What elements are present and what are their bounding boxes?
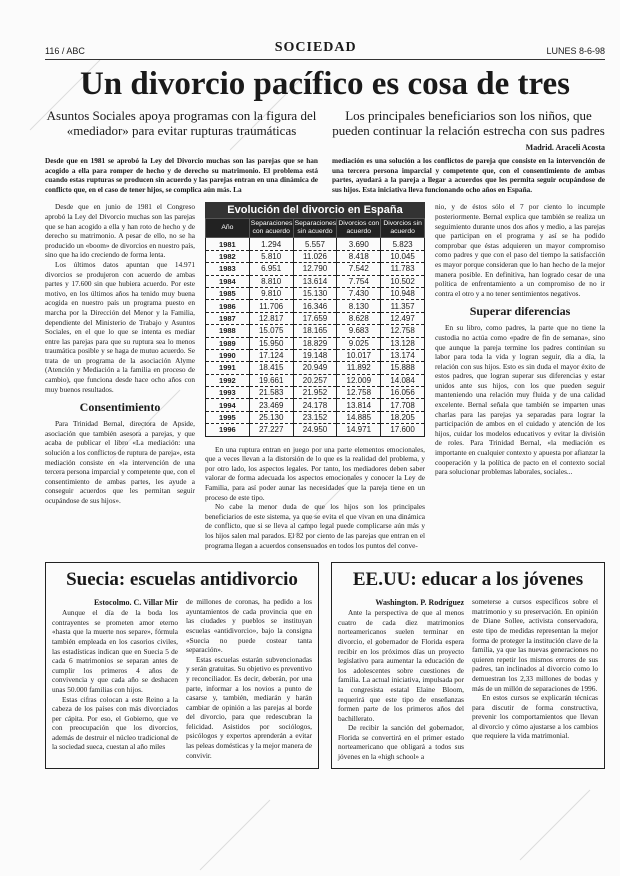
usa-headline: EE.UU: educar a los jóvenes [352, 569, 584, 591]
subhead-right: Los principales beneficiarios son los niños, que pueden continuar la relación estrecha con sus padres [332, 108, 605, 138]
year-cell: 1981 [206, 238, 250, 250]
value-cell: 5.823 [381, 238, 425, 250]
paragraph: Desde que en junio de 1981 el Congreso aprobó la Ley del Divorcio muchas son las parejas que se han acogido a ella y han roto de hecho y de derecho su matrimonio. A pesar de ello, no se ha producido un «boom» de divorcios en nuestro país, sino que ha ido creciendo de forma lenta. [45, 202, 195, 260]
value-cell: 21.583 [249, 387, 293, 399]
year-cell: 1993 [206, 387, 250, 399]
value-cell: 17.708 [381, 399, 425, 411]
table-row [206, 387, 425, 399]
year-cell: 1989 [206, 337, 250, 349]
sidebar-articles [45, 562, 605, 769]
paragraph: nio, y de éstos sólo el 7 por ciento lo incumple posteriormente. Bernal explica que también se realiza un seguimiento durante unos dos años y medio, a las parejas que participan en el programa y así se ha podido comprobar que éstas adquieren un mayor compromiso como padres y que con el paso del tiempo la satisfacción es mayor porque consideran que lo han hecho de la mejor manera posible. En definitiva, han logrado cesar de una política de enfrentamiento a un compromiso de no ir contra el otro y a no tener sentimientos negativos. [435, 202, 605, 298]
table-row [206, 263, 425, 275]
value-cell: 13.128 [381, 337, 425, 349]
value-cell: 9.810 [249, 287, 293, 299]
value-cell: 18.205 [381, 411, 425, 423]
paragraph: En estos cursos se explicarán técnicas para discutir de forma constructiva, prevenir los comportamientos que llevan al divorcio y cómo ajustarse a los cambios que requiere la vida matrimonial. [472, 693, 598, 741]
value-cell: 18.829 [293, 337, 337, 349]
usa-article [331, 562, 605, 769]
value-cell: 20.949 [293, 362, 337, 374]
value-cell: 14.885 [337, 411, 381, 423]
table-row [206, 399, 425, 411]
value-cell: 8.418 [337, 250, 381, 262]
column-header: Año [206, 219, 250, 238]
column-1 [45, 202, 195, 550]
year-cell: 1994 [206, 399, 250, 411]
sweden-headline: Suecia: escuelas antidivorcio [66, 569, 298, 591]
value-cell: 25.130 [249, 411, 293, 423]
table-row [206, 325, 425, 337]
value-cell: 19.148 [293, 349, 337, 361]
value-cell: 15.075 [249, 325, 293, 337]
value-cell: 12.758 [381, 325, 425, 337]
sweden-article [45, 562, 319, 769]
column-3 [435, 202, 605, 550]
value-cell: 15.888 [381, 362, 425, 374]
byline: Madrid. Araceli Acosta [525, 143, 605, 152]
paragraph: No cabe la menor duda de que los hijos son los principales beneficiarios de este sistema, ya que se evita el que vivan en una dinámica de conflicto, que si se lleva al campo legal puede complicarse aún más y los hijos salen mal parados. El 82 por ciento de las parejas que entran en el programa llegan a acuerdos consensuados en todos los puntos del conve- [205, 502, 425, 550]
value-cell: 11.783 [381, 263, 425, 275]
sweden-byline: Estocolmo. C. Villar Mir [93, 598, 178, 608]
value-cell: 8.628 [337, 312, 381, 324]
column-2-text [205, 445, 425, 551]
column-header: Divorcios sin acuerdo [381, 219, 425, 238]
table-row [206, 424, 425, 436]
issue-date: LUNES 8-6-98 [546, 46, 605, 56]
year-cell: 1996 [206, 424, 250, 436]
value-cell: 10.017 [337, 349, 381, 361]
table-row [206, 362, 425, 374]
table-row [206, 275, 425, 287]
paragraph: De recibir la sanción del gobernador, Florida se convertirá en el primer estado norteamericano que obligará a todos sus jóvenes en la «high school» a [338, 723, 464, 762]
value-cell: 24.178 [293, 399, 337, 411]
divorce-table [205, 202, 425, 436]
value-cell: 15.950 [249, 337, 293, 349]
column-2 [205, 202, 425, 550]
usa-byline: Washington. P. Rodríguez [375, 598, 464, 608]
value-cell: 12.817 [249, 312, 293, 324]
year-cell: 1984 [206, 275, 250, 287]
table-row [206, 250, 425, 262]
paragraph: someterse a cursos específicos sobre el matrimonio y su preservación. En opinión de Diane Sollee, activista conservadora, este tipo de medidas representan la mejor forma de proteger la institución clave de la familia, ya que las nuevas generaciones no quieren repetir los mismos errores de sus padres, tan inclinados al divorcio como lo demuestran los 2,33 millones de bodas y más de un millón de separaciones de 1996. [472, 597, 598, 693]
paragraph: de millones de coronas, ha pedido a los ayuntamientos de cada provincia que en las ciudades y pueblos se instituyan escuelas «antidivorcio», bajo la consigna «Suecia no puede costear tanta separación». [186, 597, 312, 655]
paragraph: En su libro, como padres, la parte que no tiene la custodia no actúa como «padre de fin de semana», sino que aunque la pareja termine los padres continúan su labor para toda la vida y logran seguir, día a día, la relación con sus hijos. Esto es sin duda el mayor éxito de estos padres, que logran superar sus diferencias y estar unidos ante sus hijos, con los que pueden seguir manteniendo una relación muy fluida y de una calidad excelente. Bernal señala que también se imparten unas charlas para las parejas ya separadas para lograr la participación de ambos en el cuidado y atención de los hijos, cuidar los modelos educativos y evitar la división de roles. Para Trinidad Bernal, «la mediación es importante en cualquier contexto y apuesta por afianzar la cooperación y la política de pacto en el contexto social para solucionar problemas laborales, sociales... [435, 323, 605, 477]
value-cell: 11.706 [249, 300, 293, 312]
value-cell: 23.152 [293, 411, 337, 423]
value-cell: 14.971 [337, 424, 381, 436]
year-cell: 1992 [206, 374, 250, 386]
value-cell: 5.557 [293, 238, 337, 250]
page-folio: 116 / ABC [45, 46, 85, 56]
year-cell: 1983 [206, 263, 250, 275]
subhead-left: Asuntos Sociales apoya programas con la figura del «mediador» para evitar rupturas traumáticas [46, 108, 317, 138]
table-title: Evolución del divorcio en España [205, 202, 425, 218]
value-cell: 11.357 [381, 300, 425, 312]
subheading-consentimiento: Consentimiento [79, 400, 161, 415]
value-cell: 24.950 [293, 424, 337, 436]
value-cell: 19.661 [249, 374, 293, 386]
value-cell: 14.084 [381, 374, 425, 386]
paragraph: Para Trinidad Bernal, directora de Apside, asociación que también asesora a parejas, y que acaba de publicar el libro «La mediación: una solución a los conflictos de ruptura de pareja», esta mediación consiste en «la intervención de una tercera persona imparcial y competente que, con el consentimiento de ambas partes, les ayude a conseguir acuerdos que les permitan seguir ocupándose de sus hijos». [45, 419, 195, 505]
value-cell: 20.257 [293, 374, 337, 386]
data-table [205, 218, 425, 436]
value-cell: 13.174 [381, 349, 425, 361]
value-cell: 17.600 [381, 424, 425, 436]
year-cell: 1982 [206, 250, 250, 262]
value-cell: 5.810 [249, 250, 293, 262]
value-cell: 6.951 [249, 263, 293, 275]
value-cell: 10.045 [381, 250, 425, 262]
year-cell: 1991 [206, 362, 250, 374]
page-header [45, 40, 605, 60]
year-cell: 1995 [206, 411, 250, 423]
table-row [206, 287, 425, 299]
value-cell: 1.294 [249, 238, 293, 250]
table-row [206, 374, 425, 386]
year-cell: 1987 [206, 312, 250, 324]
table-row [206, 411, 425, 423]
year-cell: 1988 [206, 325, 250, 337]
value-cell: 8.130 [337, 300, 381, 312]
value-cell: 12.758 [337, 387, 381, 399]
value-cell: 9.683 [337, 325, 381, 337]
paragraph: Los últimos datos apuntan que 14.971 divorcios se produjeron con acuerdo de ambas partes y 17.600 sin que hubiera acuerdo. Por este motivo, en los últimos años ha tenido muy buena acogida en nuestro país un programa puesto en marcha por la Dirección del Menor y la Familia, dependiente del Ministerio de Trabajo y Asuntos Sociales, en el que lo que se intenta es mediar entre las parejas para que su ruptura sea lo menos traumática posible y se haga de mutuo acuerdo. Se trata de un programa de la asociación Alyme (Atención y Mediación a la familia en proceso de cambio), que funciona desde hace ocho años con muy buenos resultados. [45, 259, 195, 394]
paragraph: Ante la perspectiva de que al menos cuatro de cada diez matrimonios norteamericanos suelen terminar en divorcio, el gobernador de Florida espera recibir en los próximos días un proyecto legislativo para aumentar la educación de los adolescentes sobre cuestiones de familia. La actual iniciativa, impulsada por la congresista estatal Elaine Bloom, requerirá que este tipo de enseñanzas formen parte de los primeros años del bachillerato. [338, 608, 464, 723]
value-cell: 10.502 [381, 275, 425, 287]
lead-right: mediación es una solución a los conflictos de pareja que consiste en la intervención de una tercera persona imparcial y competente que, con el consentimiento de ambas partes, ayudará a la pareja a llegar a acuerdos que les permita seguir ocupándose de sus hijos. Esta iniciativa lleva funcionando ocho años en España. [332, 156, 605, 194]
value-cell: 13.814 [337, 399, 381, 411]
section-title: SOCIEDAD [274, 40, 357, 55]
value-cell: 18.415 [249, 362, 293, 374]
value-cell: 10.948 [381, 287, 425, 299]
value-cell: 17.659 [293, 312, 337, 324]
column-header: Divorcios con acuerdo [337, 219, 381, 238]
year-cell: 1985 [206, 287, 250, 299]
value-cell: 27.227 [249, 424, 293, 436]
value-cell: 15.130 [293, 287, 337, 299]
lead [45, 156, 605, 194]
value-cell: 18.165 [293, 325, 337, 337]
value-cell: 9.025 [337, 337, 381, 349]
paragraph: Estas cifras colocan a este Reino a la cabeza de los países con más divorciados per cápita. Por eso, el Gobierno, que ve con preocupación que los divorcios, además de destruir el núcleo tradicional de la sociedad sueca, cuestan al año miles [52, 694, 178, 752]
paragraph: Estas escuelas estarán subvencionadas y serán gratuitas. Su objetivo es preventivo y reconciliador. Es decir, deberán, por una parte, informar a los novios a punto de casarse y, también, mediarán y harán cambiar de opinión a las parejas al borde del divorcio, para que redescubran la felicidad. Asistidos por sociólogos, psicólogos y expertos aprenderán a evitar las peleas domésticas y la mejor manera de convivir. [186, 654, 312, 760]
year-cell: 1986 [206, 300, 250, 312]
paragraph: Aunque el día de la boda los contrayentes se prometen amor eterno «hasta que la muerte nos separe», fórmula también empleada en los casorios civiles, las estadísticas indican que en Suecia 5 de cada 6 matrimonios se separan antes de cumplir los primeros 4 años de convivencia y que cada año se deshacen unas 50.000 familias con hijos. [52, 608, 178, 694]
value-cell: 11.026 [293, 250, 337, 262]
table-row [206, 238, 425, 250]
article-body [45, 202, 605, 550]
value-cell: 16.056 [381, 387, 425, 399]
value-cell: 12.009 [337, 374, 381, 386]
paragraph: En una ruptura entran en juego por una parte elementos emocionales, que a veces llevan a la distorsión de lo que es la realidad del problema, y por otro lado, los aspectos legales. Por tanto, los mediadores deben saber valorar de forma adecuada los aspectos emocionales y conocer la Ley de Familia, para así poder aunar las necesidades que la pareja tiene en un proceso de este tipo. [205, 444, 425, 502]
table-row [206, 349, 425, 361]
table-row [206, 337, 425, 349]
value-cell: 3.690 [337, 238, 381, 250]
value-cell: 23.469 [249, 399, 293, 411]
value-cell: 11.892 [337, 362, 381, 374]
value-cell: 17.124 [249, 349, 293, 361]
value-cell: 12.790 [293, 263, 337, 275]
value-cell: 21.952 [293, 387, 337, 399]
value-cell: 13.614 [293, 275, 337, 287]
subheading-superar-diferencias: Superar diferencias [469, 304, 571, 319]
value-cell: 7.430 [337, 287, 381, 299]
table-row [206, 300, 425, 312]
value-cell: 12.497 [381, 312, 425, 324]
column-header: Separaciones con acuerdo [249, 219, 293, 238]
value-cell: 7.754 [337, 275, 381, 287]
table-row [206, 312, 425, 324]
main-headline: Un divorcio pacífico es cosa de tres [79, 66, 571, 102]
subheads [45, 108, 605, 138]
column-header: Separaciones sin acuerdo [293, 219, 337, 238]
lead-left: Desde que en 1981 se aprobó la Ley del Divorcio muchas son las parejas que se han acogido a ella para romper de hecho y de derecho su matrimonio. El problema está cuando estas rupturas se producen sin acuerdo y las parejas entran en una dinámica de conflicto que, en el caso de tener hijos, se complica aún más. La [45, 156, 318, 194]
value-cell: 8.810 [249, 275, 293, 287]
value-cell: 16.346 [293, 300, 337, 312]
year-cell: 1990 [206, 349, 250, 361]
value-cell: 7.542 [337, 263, 381, 275]
